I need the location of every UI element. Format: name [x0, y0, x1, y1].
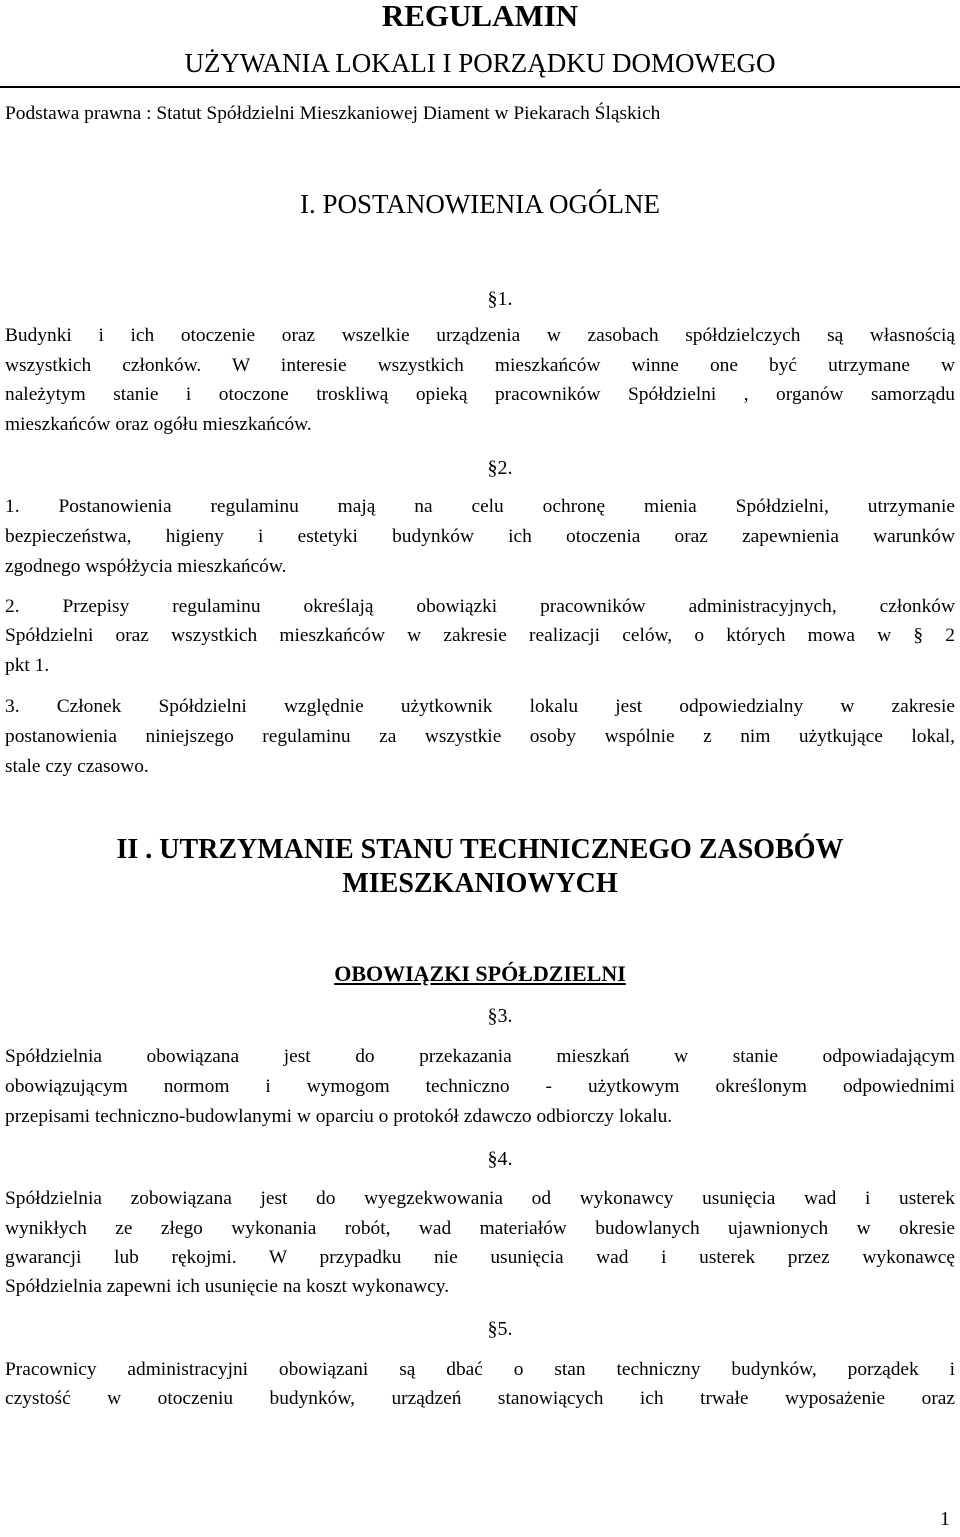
paragraph-line: Spółdzielni oraz wszystkich mieszkańców w zakresie realizacji celów, o których mowa w § 2	[5, 625, 955, 646]
paragraph-line: wynikłych ze złego wykonania robót, wad materiałów budowlanych ujawnionych w okresie	[5, 1218, 955, 1239]
paragraph-line: Spółdzielnia zapewni ich usunięcie na koszt wykonawcy.	[5, 1276, 450, 1297]
paragraph-line: bezpieczeństwa, higieny i estetyki budynków ich otoczenia oraz zapewnienia warunków	[5, 526, 955, 547]
section-heading-general-provisions: I. POSTANOWIENIA OGÓLNE	[299, 189, 661, 219]
paragraph-line: czystość w otoczeniu budynków, urządzeń stanowiących ich trwałe wyposażenie oraz	[5, 1388, 955, 1409]
paragraph-line: należytym stanie i otoczone troskliwą opieką pracowników Spółdzielni , organów samorządu	[5, 384, 955, 405]
paragraph-label-4: §4.	[487, 1148, 513, 1170]
paragraph-line: przepisami techniczno-budowlanymi w oparciu o protokół zdawczo odbiorczy lokalu.	[5, 1106, 673, 1127]
paragraph-line: 1. Postanowienia regulaminu mają na celu ochronę mienia Spółdzielni, utrzymanie	[5, 496, 955, 517]
paragraph-line: postanowienia niniejszego regulaminu za wszystkie osoby wspólnie z nim użytkujące lokal,	[5, 726, 955, 747]
paragraph-label-3: §3.	[487, 1005, 513, 1027]
subheading-cooperative-duties: OBOWIĄZKI SPÓŁDZIELNI	[334, 961, 626, 986]
paragraph-label-5: §5.	[487, 1318, 513, 1340]
paragraph-line: mieszkańców oraz ogółu mieszkańców.	[5, 414, 312, 435]
document-title: REGULAMIN	[381, 0, 579, 33]
section-heading-technical-maintenance: II . UTRZYMANIE STANU TECHNICZNEGO ZASOBÓW	[116, 834, 844, 865]
paragraph-line: Spółdzielnia obowiązana jest do przekazania mieszkań w stanie odpowiadającym	[5, 1046, 955, 1067]
paragraph-line: stale czy czasowo.	[5, 756, 149, 777]
paragraph-line: 2. Przepisy regulaminu określają obowiązki pracowników administracyjnych, członków	[5, 596, 955, 617]
page-number: 1	[940, 1508, 950, 1530]
paragraph-label-1: §1.	[487, 288, 513, 310]
section-heading-technical-maintenance-cont: MIESZKANIOWYCH	[342, 868, 618, 899]
paragraph-label-2: §2.	[487, 457, 513, 479]
paragraph-line: Budynki i ich otoczenie oraz wszelkie urządzenia w zasobach spółdzielczych są własnością	[5, 325, 955, 346]
paragraph-line: 3. Członek Spółdzielni względnie użytkownik lokalu jest odpowiedzialny w zakresie	[5, 696, 955, 717]
paragraph-line: obowiązującym normom i wymogom techniczno - użytkowym określonym odpowiednimi	[5, 1076, 955, 1097]
header-divider	[0, 86, 960, 88]
paragraph-line: wszystkich członków. W interesie wszystkich mieszkańców winne one być utrzymane w	[5, 355, 955, 376]
paragraph-line: Pracownicy administracyjni obowiązani są dbać o stan techniczny budynków, porządek i	[5, 1359, 955, 1380]
paragraph-line: pkt 1.	[5, 655, 50, 676]
paragraph-line: gwarancji lub rękojmi. W przypadku nie usunięcia wad i usterek przez wykonawcę	[5, 1247, 955, 1268]
legal-basis: Podstawa prawna : Statut Spółdzielni Mieszkaniowej Diament w Piekarach Śląskich	[5, 103, 661, 124]
paragraph-line: Spółdzielnia zobowiązana jest do wyegzekwowania od wykonawcy usunięcia wad i usterek	[5, 1188, 955, 1209]
paragraph-line: zgodnego współżycia mieszkańców.	[5, 556, 287, 577]
document-subtitle: UŻYWANIA LOKALI I PORZĄDKU DOMOWEGO	[184, 48, 776, 78]
